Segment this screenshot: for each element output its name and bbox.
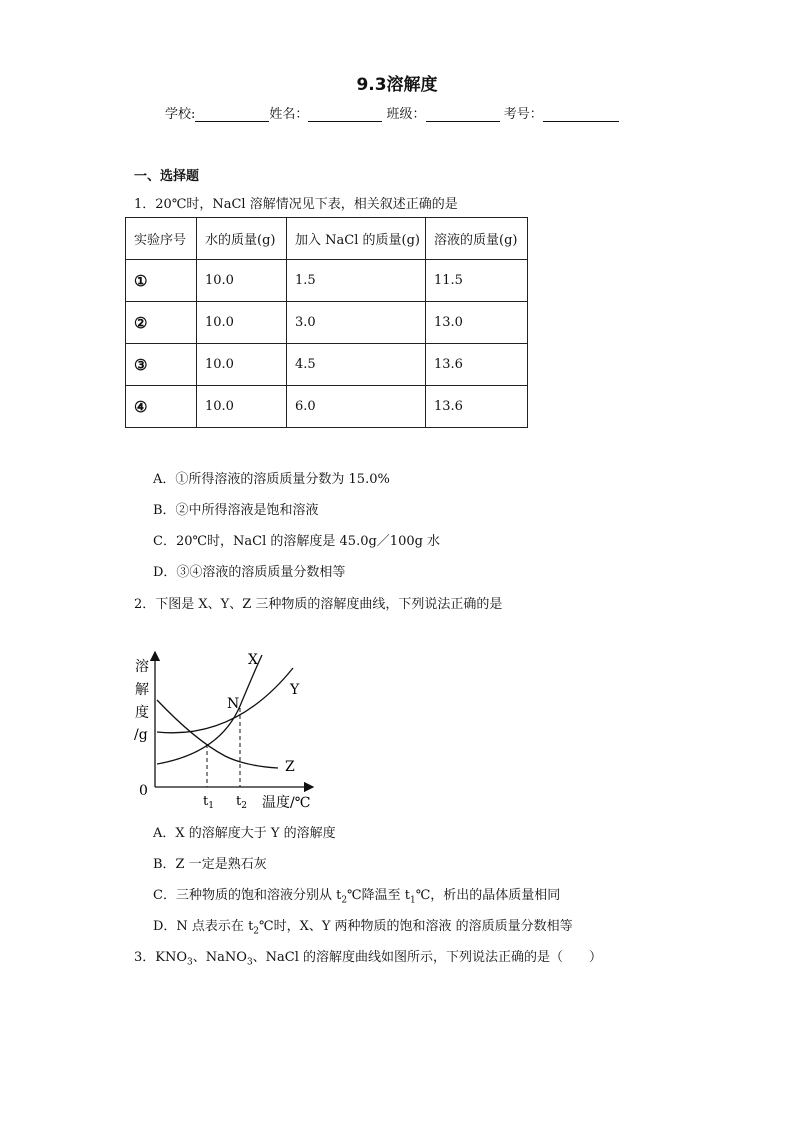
curve-x bbox=[157, 655, 262, 764]
name-blank[interactable] bbox=[308, 107, 382, 122]
curve-label-x: X bbox=[248, 652, 258, 668]
table-row bbox=[126, 344, 528, 386]
option-d-text: D．N 点表示在 t bbox=[153, 919, 254, 934]
origin-label: 0 bbox=[139, 783, 148, 799]
q3-text: 、NaCl 的溶解度曲线如图所示，下列说法正确的是（ ） bbox=[252, 950, 603, 965]
table-cell: 10.0 bbox=[197, 260, 287, 302]
table-header-cell: 溶液的质量(g) bbox=[426, 218, 528, 260]
curve-label-y: Y bbox=[290, 682, 300, 698]
q3-text: 3．KNO bbox=[134, 950, 188, 965]
x-axis-label: 温度/℃ bbox=[262, 795, 311, 811]
class-label: 班级： bbox=[386, 107, 426, 122]
exam-number-label: 考号： bbox=[503, 107, 543, 122]
table-cell: 6.0 bbox=[287, 386, 426, 428]
y-label-char: 溶 bbox=[135, 659, 149, 675]
y-label-char: 解 bbox=[135, 682, 149, 698]
question-1-option-b[interactable]: B．②中所得溶液是饱和溶液 bbox=[153, 503, 319, 518]
school-blank[interactable] bbox=[195, 107, 269, 122]
table-cell: ① bbox=[126, 260, 197, 302]
question-3-stem bbox=[134, 946, 602, 968]
table-cell: ④ bbox=[126, 386, 197, 428]
option-c-text: ℃降温至 t bbox=[347, 888, 410, 903]
section-heading: 一、选择题 bbox=[134, 169, 200, 184]
school-label: 学校: bbox=[165, 107, 196, 122]
table-cell: 4.5 bbox=[287, 344, 426, 386]
table-row bbox=[126, 386, 528, 428]
name-label: 姓名： bbox=[269, 107, 309, 122]
table-cell: ② bbox=[126, 302, 197, 344]
question-2-stem: 2．下图是 X、Y、Z 三种物质的溶解度曲线，下列说法正确的是 bbox=[134, 597, 503, 612]
exam-number-blank[interactable] bbox=[543, 107, 619, 122]
question-2-option-a[interactable]: A．X 的溶解度大于 Y 的溶解度 bbox=[153, 826, 336, 841]
table-row bbox=[126, 260, 528, 302]
table-cell: 13.6 bbox=[426, 344, 528, 386]
question-2-option-b[interactable]: B．Z 一定是熟石灰 bbox=[153, 857, 267, 872]
question-1-stem: 1．20℃时，NaCl 溶解情况见下表，相关叙述正确的是 bbox=[134, 197, 458, 212]
question-1-option-d[interactable]: D．③④溶液的溶质质量分数相等 bbox=[153, 565, 346, 580]
table-cell: 10.0 bbox=[197, 302, 287, 344]
table-cell: 1.5 bbox=[287, 260, 426, 302]
student-info-line bbox=[165, 103, 619, 122]
page-title: 9.3溶解度 bbox=[356, 75, 438, 95]
table-cell: ③ bbox=[126, 344, 197, 386]
table-header-cell: 加入 NaCl 的质量(g) bbox=[287, 218, 426, 260]
subscript: 3 bbox=[246, 957, 253, 968]
class-blank[interactable] bbox=[426, 107, 500, 122]
subscript: 3 bbox=[187, 957, 193, 968]
table-row bbox=[126, 302, 528, 344]
curve-y bbox=[157, 668, 293, 733]
question-2-option-d[interactable] bbox=[153, 915, 573, 937]
nacl-dissolution-table bbox=[125, 217, 528, 428]
table-header-cell: 水的质量(g) bbox=[197, 218, 287, 260]
table-header-row bbox=[126, 218, 528, 260]
subscript: 2 bbox=[253, 926, 260, 937]
table-cell: 11.5 bbox=[426, 260, 528, 302]
table-header-cell: 实验序号 bbox=[126, 218, 197, 260]
table-cell: 13.0 bbox=[426, 302, 528, 344]
subscript: 1 bbox=[409, 895, 416, 906]
question-1-option-c[interactable]: C．20℃时，NaCl 的溶解度是 45.0g／100g 水 bbox=[153, 534, 441, 549]
option-c-text: C．三种物质的饱和溶液分别从 t bbox=[153, 888, 342, 903]
solubility-curve-graph bbox=[125, 640, 345, 815]
table-cell: 3.0 bbox=[287, 302, 426, 344]
t2-label: $t_2$ bbox=[236, 794, 247, 811]
curve-label-z: Z bbox=[285, 759, 295, 775]
subscript: 2 bbox=[341, 895, 348, 906]
y-label-char: 度 bbox=[135, 705, 149, 721]
option-d-text: ℃时，X、Y 两种物质的饱和溶液 的溶质质量分数相等 bbox=[259, 919, 573, 934]
t1-label: $t_1$ bbox=[203, 794, 214, 811]
curve-z bbox=[157, 700, 278, 768]
option-c-text: ℃，析出的晶体质量相同 bbox=[415, 888, 561, 903]
q3-text: 、NaNO bbox=[192, 950, 247, 965]
table-cell: 13.6 bbox=[426, 386, 528, 428]
table-cell: 10.0 bbox=[197, 386, 287, 428]
table-cell: 10.0 bbox=[197, 344, 287, 386]
question-1-option-a[interactable]: A．①所得溶液的溶质质量分数为 15.0% bbox=[153, 472, 390, 487]
question-2-option-c[interactable] bbox=[153, 884, 560, 906]
y-label-unit: /g bbox=[134, 727, 148, 743]
point-n-label: N bbox=[227, 696, 240, 712]
